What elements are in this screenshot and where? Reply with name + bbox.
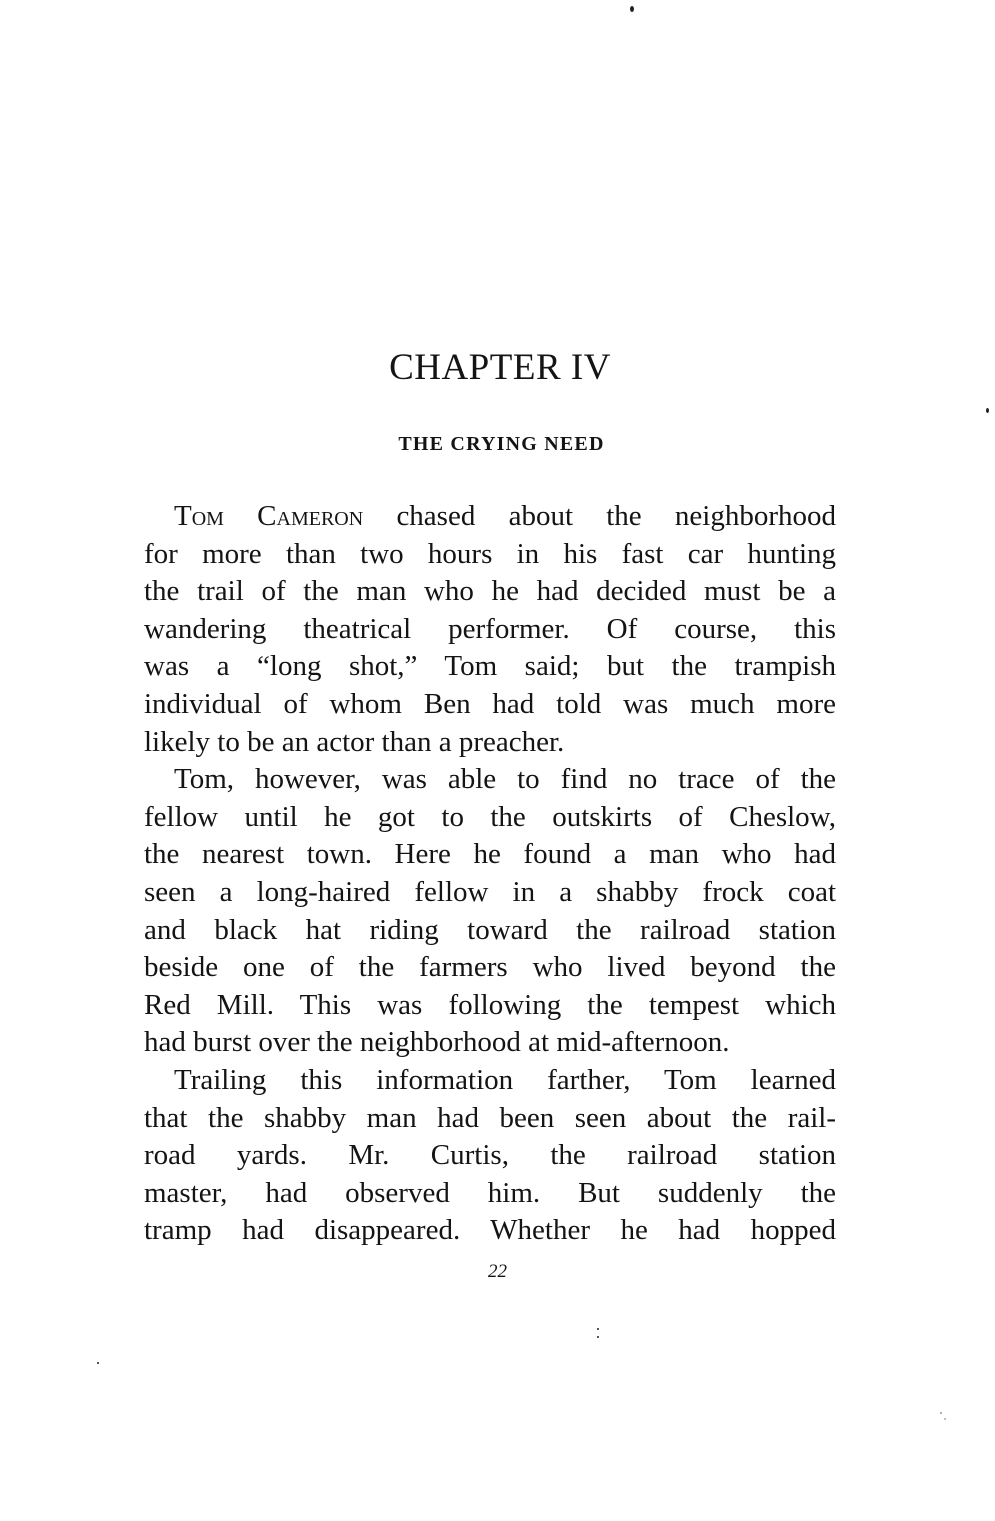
scan-speck: [940, 1412, 942, 1414]
text-line: master, had observed him. But suddenly the: [144, 1176, 836, 1209]
scan-speck: [944, 1418, 946, 1420]
text-line: had burst over the neighborhood at mid-afternoon.: [144, 1026, 730, 1059]
text-line: beside one of the farmers who lived beyond the: [144, 951, 836, 984]
scan-speck: [97, 1362, 99, 1364]
text-line: individual of whom Ben had told was much more: [144, 687, 836, 720]
body-text: [144, 498, 836, 1250]
text-line: was a “long shot,” Tom said; but the trampish: [144, 650, 836, 683]
text-line: Red Mill. This was following the tempest which: [144, 988, 836, 1021]
text-line: Tom, however, was able to find no trace of the: [174, 763, 836, 796]
text-line: fellow until he got to the outskirts of Cheslow,: [144, 800, 836, 833]
text-line-content: chased about the neighborhood: [363, 500, 836, 532]
text-line: for more than two hours in his fast car hunting: [144, 537, 836, 570]
scan-speck: [597, 1328, 599, 1330]
text-line: Trailing this information farther, Tom learned: [174, 1063, 836, 1096]
chapter-subtitle-text: THE CRYING NEED: [398, 433, 605, 455]
text-line: the trail of the man who he had decided must be a: [144, 575, 836, 608]
text-line: the nearest town. Here he found a man who had: [144, 838, 836, 871]
text-line: road yards. Mr. Curtis, the railroad station: [144, 1139, 836, 1172]
text-line: wandering theatrical performer. Of course, this: [144, 612, 836, 645]
chapter-title-text: CHAPTER IV: [389, 347, 611, 388]
page-number: 22: [488, 1261, 507, 1282]
chapter-title: [0, 346, 995, 390]
text-line: seen a long-haired fellow in a shabby frock coat: [144, 875, 836, 908]
scan-speck: [597, 1336, 599, 1338]
chapter-subtitle: [0, 431, 995, 457]
text-line: that the shabby man had been seen about the rail-: [144, 1101, 836, 1134]
text-line: and black hat riding toward the railroad station: [144, 913, 836, 946]
text-line: likely to be an actor than a preacher.: [144, 725, 565, 758]
text-line: [144, 498, 836, 536]
scan-speck: [986, 408, 989, 413]
text-line: tramp had disappeared. Whether he had hopped: [144, 1214, 836, 1247]
paragraph-lead-smallcaps: Tom Cameron: [174, 500, 364, 532]
scan-speck: [630, 6, 634, 12]
